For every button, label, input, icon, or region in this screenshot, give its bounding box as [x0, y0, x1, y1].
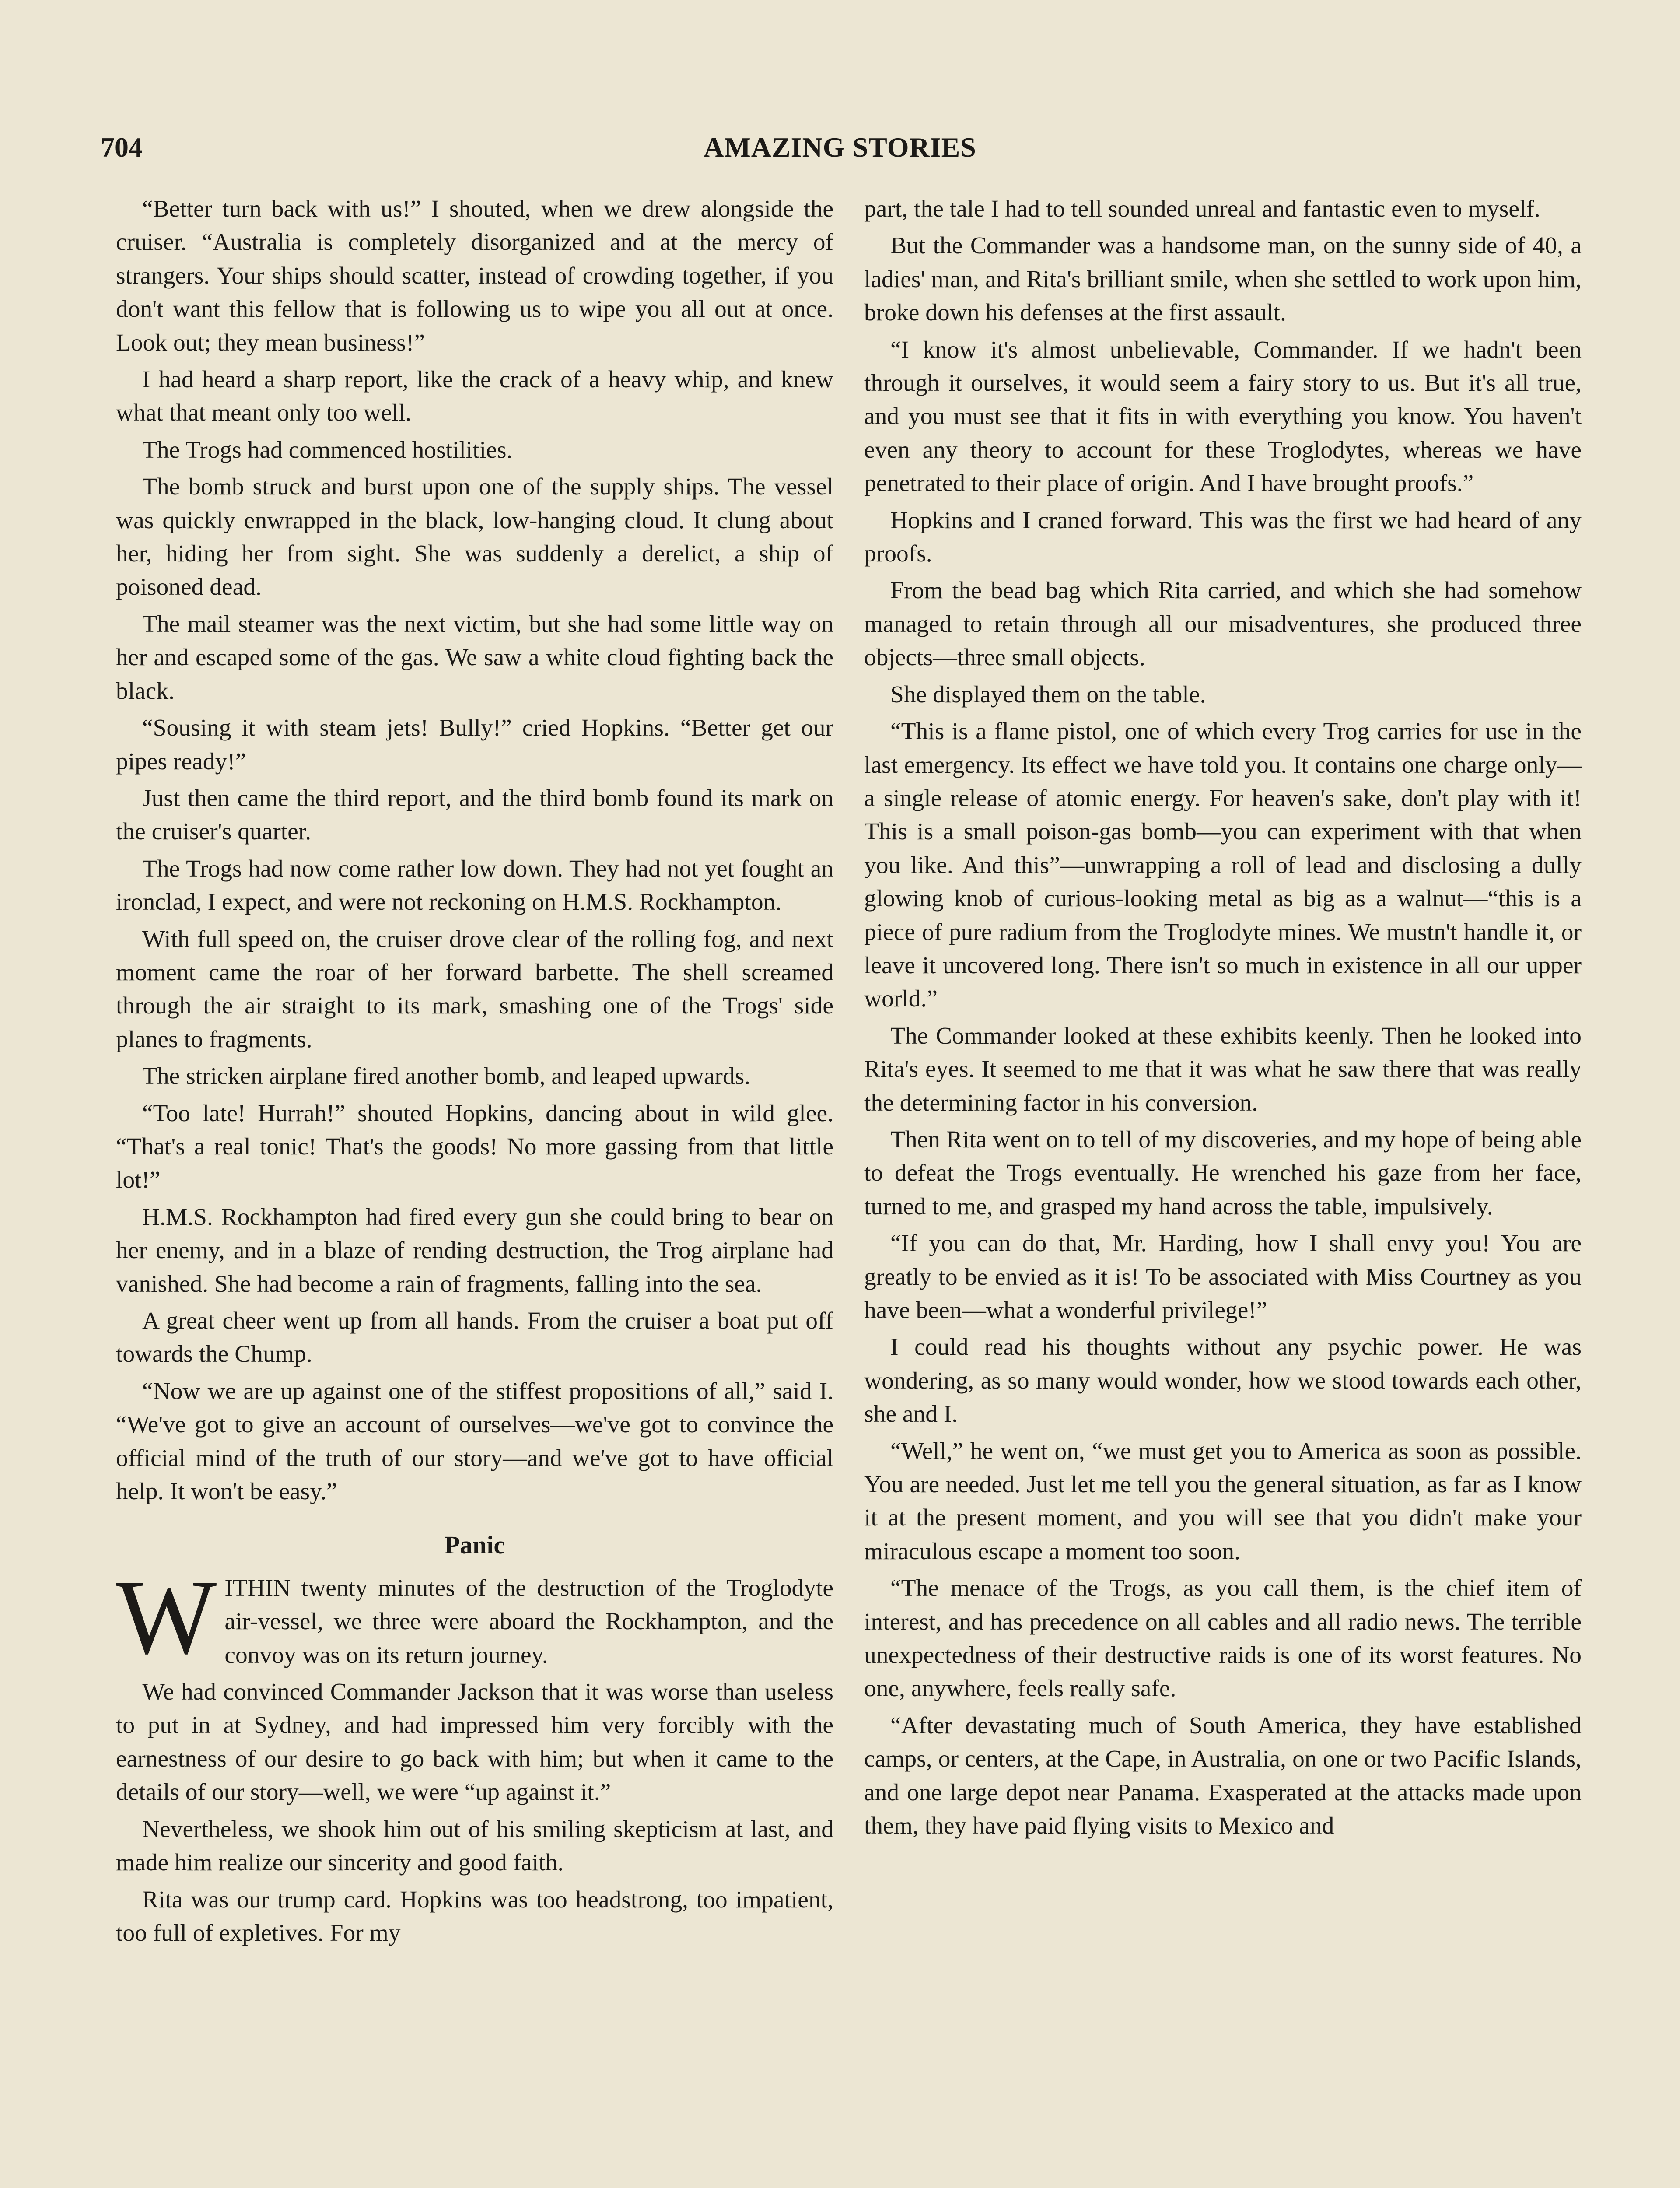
paragraph: “Too late! Hurrah!” shouted Hopkins, dancing about in wild glee. “That's a real tonic! That's the goods! No more gassing from that little lot!”: [116, 1100, 833, 1194]
paragraph: The Trogs had now come rather low down. They had not yet fought an ironclad, I expect, and were not reckoning on H.M.S. Rockhampton.: [116, 855, 833, 916]
page-number: 704: [101, 132, 143, 163]
paragraph: Rita was our trump card. Hopkins was too headstrong, too impatient, too full of expletives. For my: [116, 1886, 833, 1946]
paragraph: The mail steamer was the next victim, but she had some little way on her and escaped some of the gas. We saw a white cloud fighting back the black.: [116, 610, 833, 705]
dropcap-paragraph: [116, 1557, 833, 1676]
left-column: [116, 193, 833, 2188]
paragraph: But the Commander was a handsome man, on the sunny side of 40, a ladies' man, and Rita's brilliant smile, when she settled to work upon him, broke down his defenses at the first assault.: [864, 232, 1582, 326]
paragraph: Just then came the third report, and the third bomb found its mark on the cruiser's quarter.: [116, 785, 833, 845]
continued-paragraph: part, the tale I had to tell sounded unreal and fantastic even to myself.: [864, 196, 1540, 222]
paragraph: “If you can do that, Mr. Harding, how I shall envy you! You are greatly to be envied as it is! To be associated with Miss Courtney as you have been—what a wonderful privilege!”: [864, 1230, 1582, 1324]
page-header: [101, 131, 1579, 166]
paragraph: “This is a flame pistol, one of which every Trog carries for use in the last emergency. Its effect we have told you. It contains one charge only—a single release of atomic energy. For heaven's sake, don't play with it! This is a small poison-gas bomb—you can experiment with that when you like. And this”—unwrapping a roll of lead and disclosing a dully glowing knob of curious-looking metal as big as a walnut—“this is a piece of pure radium from the Troglodyte mines. We mustn't handle it, or leave it uncovered long. There isn't so much in existence in all our upper world.”: [864, 718, 1582, 1013]
section-heading: Panic: [444, 1531, 505, 1560]
paragraph: “Now we are up against one of the stiffest propositions of all,” said I. “We've got to give an account of ourselves—we've got to convince the official mind of the truth of our story—and we've got to have official help. It won't be easy.”: [116, 1378, 833, 1505]
paragraph: The Commander looked at these exhibits keenly. Then he looked into Rita's eyes. It seemed to me that it was what he saw there that was really the determining factor in his conversion.: [864, 1022, 1582, 1116]
paragraph: Hopkins and I craned forward. This was the first we had heard of any proofs.: [864, 507, 1582, 568]
paragraph: From the bead bag which Rita carried, and which she had somehow managed to retain through all our misadventures, she produced three objects—three small objects.: [864, 577, 1582, 671]
paragraph: “Better turn back with us!” I shouted, when we drew alongside the cruiser. “Australia is completely disorganized and at the mercy of strangers. Your ships should scatter, instead of crowding together, if you don't want this fellow that is following us to wipe you all out at once. Look out; they mean business!”: [116, 196, 833, 356]
paragraph: “After devastating much of South America, they have established camps, or centers, at the Cape, in Australia, on one or two Pacific Islands, and one large depot near Panama. Exasperated at the attacks made upon them, they have paid flying visits to Mexico and: [864, 1712, 1582, 1840]
paragraph: “The menace of the Trogs, as you call them, is the chief item of interest, and has precedence on all cables and all radio news. The terrible unexpectedness of their destructive raids is one of its worst features. No one, anywhere, feels really safe.: [864, 1575, 1582, 1702]
paragraph: We had convinced Commander Jackson that it was worse than useless to put in at Sydney, and had impressed him very forcibly with the earnestness of our desire to go back with him; but when it came to the details of our story—well, we were “up against it.”: [116, 1679, 833, 1806]
paragraph: “Well,” he went on, “we must get you to America as soon as possible. You are needed. Just let me tell you the general situation, as far as I know it at the present moment, and you will see that you didn't make your miraculous escape a moment too soon.: [864, 1438, 1582, 1565]
right-column: [864, 193, 1582, 2188]
paragraph: Then Rita went on to tell of my discoveries, and my hope of being able to defeat the Trogs eventually. He wrenched his gaze from her face, turned to me, and grasped my hand across the table, impulsively.: [864, 1126, 1582, 1220]
paragraph: “I know it's almost unbelievable, Commander. If we hadn't been through it ourselves, it would seem a fairy story to us. But it's all true, and you must see that it fits in with everything you know. You haven't even any theory to account for these Troglodytes, whereas we have penetrated to their place of origin. And I have brought proofs.”: [864, 336, 1582, 497]
paragraph: She displayed them on the table.: [890, 681, 1206, 708]
paragraph: A great cheer went up from all hands. From the cruiser a boat put off towards the Chump.: [116, 1308, 833, 1368]
paragraph: H.M.S. Rockhampton had fired every gun she could bring to bear on her enemy, and in a blaze of rending destruction, the Trog airplane had vanished. She had become a rain of fragments, falling into the sea.: [116, 1203, 833, 1297]
paragraph: “Sousing it with steam jets! Bully!” cried Hopkins. “Better get our pipes ready!”: [116, 715, 833, 775]
paragraph: The Trogs had commenced hostilities.: [142, 436, 513, 463]
paragraph: I could read his thoughts without any psychic power. He was wondering, as so many would wonder, how we stood towards each other, she and I.: [864, 1334, 1582, 1428]
paragraph: The stricken airplane fired another bomb, and leaped upwards.: [142, 1063, 751, 1090]
paragraph: With full speed on, the cruiser drove clear of the rolling fog, and next moment came the roar of her forward barbette. The shell screamed through the air straight to its mark, smashing one of the Trogs' side planes to fragments.: [116, 926, 833, 1053]
paragraph: I had heard a sharp report, like the crack of a heavy whip, and knew what that meant only too well.: [116, 366, 833, 427]
drop-cap: W: [116, 1557, 217, 1676]
paragraph: Nevertheless, we shook him out of his smiling skepticism at last, and made him realize our sincerity and good faith.: [116, 1816, 833, 1876]
dropcap-paragraph-text: ITHIN twenty minutes of the destruction of the Troglodyte air-vessel, we three were aboard the Rockhampton, and the convoy was on its return journey.: [224, 1574, 833, 1669]
paragraph: The bomb struck and burst upon one of the supply ships. The vessel was quickly enwrapped in the black, low-hanging cloud. It clung about her, hiding her from sight. She was suddenly a derelict, a ship of poisoned dead.: [116, 473, 833, 601]
magazine-title: AMAZING STORIES: [704, 132, 976, 163]
